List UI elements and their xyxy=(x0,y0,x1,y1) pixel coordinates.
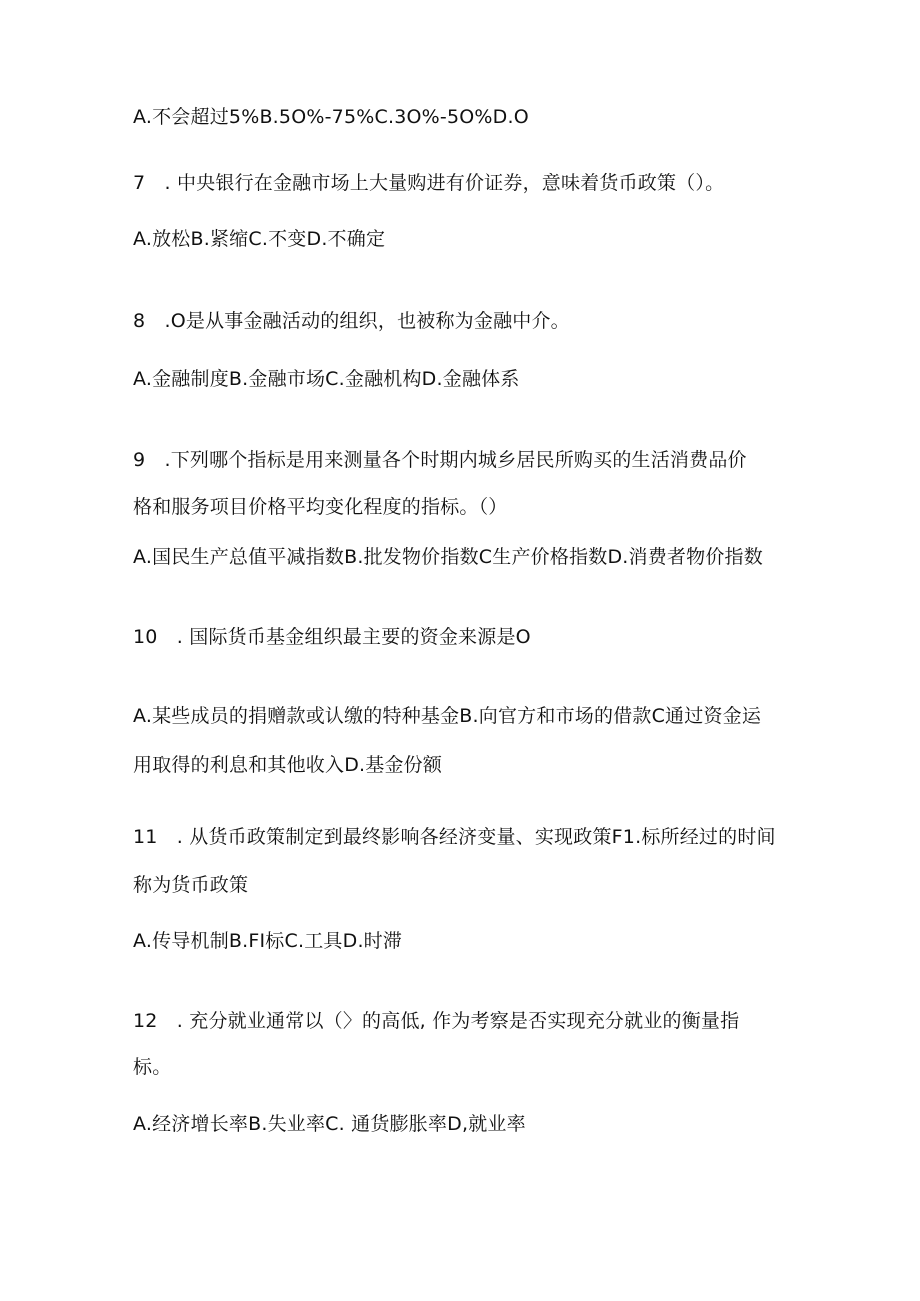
q8-stem: 8 .O是从事金融活动的组织，也被称为金融中介。 xyxy=(133,310,570,332)
q11-stem-line1: 11 . 从货币政策制定到最终影响各经济变量、实现政策F1.标所经过的时间 xyxy=(133,826,776,848)
q7-stem: 7 . 中央银行在金融市场上大量购进有价证券，意味着货币政策（）。 xyxy=(133,172,725,194)
q10-stem: 10 . 国际货币基金组织最主要的资金来源是O xyxy=(133,626,531,648)
q11-stem-line2: 称为货币政策 xyxy=(133,874,249,896)
q11-options: A.传导机制B.FI标C.工具D.时滞 xyxy=(133,930,403,952)
q12-options: A.经济增长率B.失业率C. 通货膨胀率D,就业率 xyxy=(133,1113,526,1135)
q12-stem-line2: 标。 xyxy=(133,1056,172,1078)
q6-options: A.不会超过5%B.5O%-75%C.3O%-5O%D.O xyxy=(133,106,529,128)
q7-options: A.放松B.紧缩C.不变D.不确定 xyxy=(133,228,386,250)
q9-stem-line2: 格和服务项目价格平均变化程度的指标。（） xyxy=(133,496,508,518)
q9-stem-line1: 9 .下列哪个指标是用来测量各个时期内城乡居民所购买的生活消费品价 xyxy=(133,449,747,471)
q10-options-line2: 用取得的利息和其他收入D.基金份额 xyxy=(133,754,443,776)
q12-stem-line1: 12 . 充分就业通常以（〉的高低, 作为考察是否实现充分就业的衡量指 xyxy=(133,1010,740,1032)
q9-options: A.国民生产总值平减指数B.批发物价指数C生产价格指数D.消费者物价指数 xyxy=(133,546,763,568)
q8-options: A.金融制度B.金融市场C.金融机构D.金融体系 xyxy=(133,368,520,390)
q10-options-line1: A.某些成员的捐赠款或认缴的特种基金B.向官方和市场的借款C通过资金运 xyxy=(133,705,762,727)
